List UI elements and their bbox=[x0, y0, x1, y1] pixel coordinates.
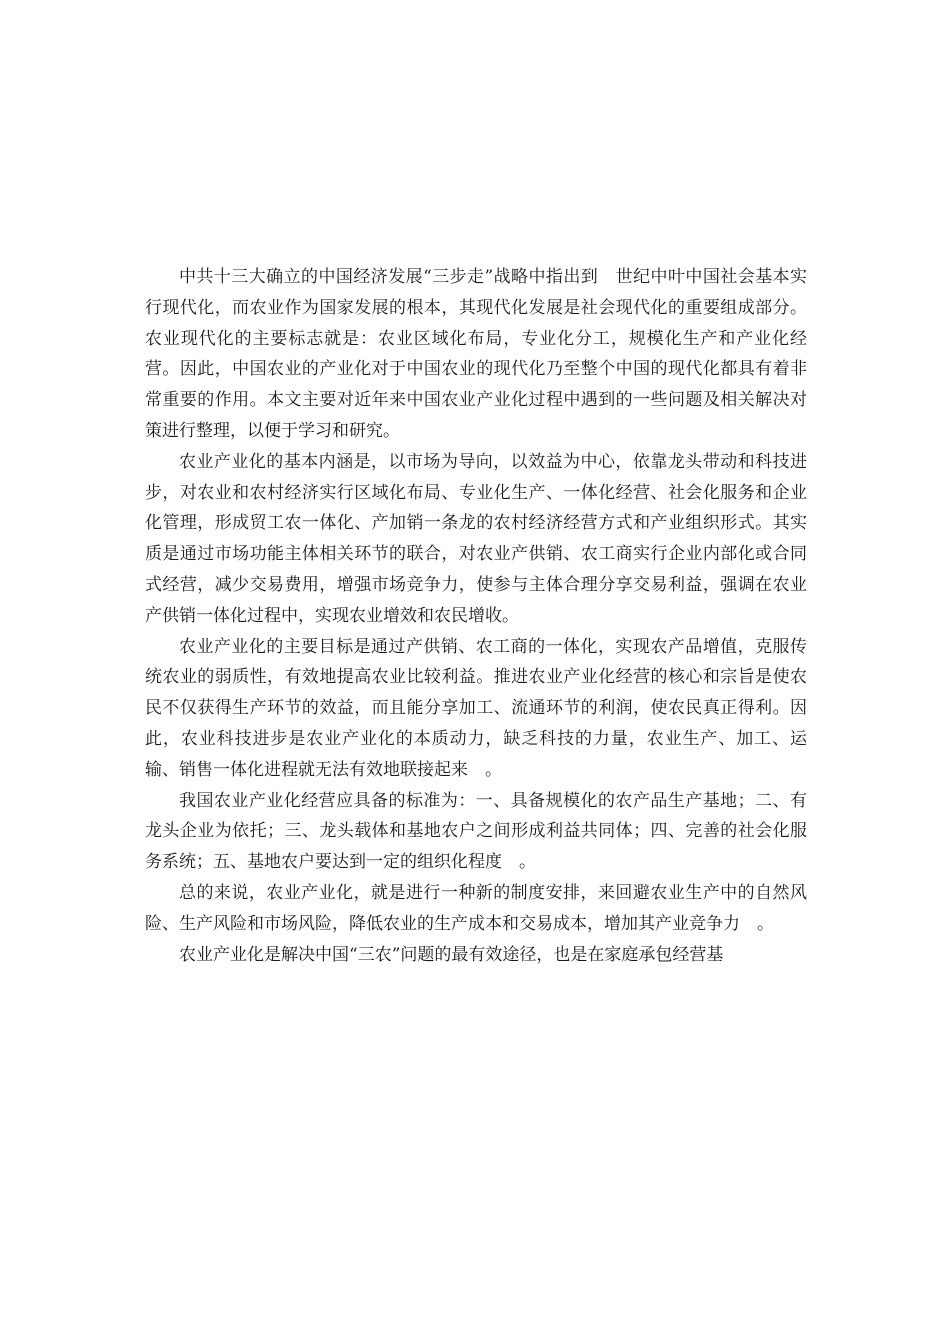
document-body bbox=[145, 262, 807, 970]
section-1-paragraph-2: 农业产业化的主要目标是通过产供销、农工商的一体化，实现农产品增值，克服传统农业的弱质性，有效地提高农业比较利益。推进农业产业化经营的核心和宗旨是使农民不仅获得生产环节的效益，而且能分享加工、流通环节的利润，使农民真正得利。因此，农业科技进步是农业产业化的本质动力，缺乏科技的力量，农业生产、加工、运输、销售一体化进程就无法有效地联接起来 。 bbox=[145, 636, 807, 780]
section-1-paragraph-4: 总的来说，农业产业化，就是进行一种新的制度安排，来回避农业生产中的自然风险、生产风险和市场风险，降低农业的生产成本和交易成本，增加其产业竞争力 。 bbox=[145, 882, 807, 934]
section-1-paragraph-3: 我国农业产业化经营应具备的标准为：一、具备规模化的农产品生产基地；二、有龙头企业为依托；三、龙头载体和基地农户之间形成利益共同体；四、完善的社会化服务系统；五、基地农户要达到一定的组织化程度 。 bbox=[145, 790, 807, 873]
section-1-paragraph-1: 农业产业化的基本内涵是，以市场为导向，以效益为中心，依靠龙头带动和科技进步，对农业和农村经济实行区域化布局、专业化生产、一体化经营、社会化服务和企业化管理，形成贸工农一体化、产加销一条龙的农村经济经营方式和产业组织形式。其实质是通过市场功能主体相关环节的联合，对农业产供销、农工商实行企业内部化或合同式经营，减少交易费用，增强市场竞争力，使参与主体合理分享交易利益，强调在农业产供销一体化过程中，实现农业增效和农民增收。 bbox=[145, 451, 807, 626]
intro-paragraph: 中共十三大确立的中国经济发展“三步走”战略中指出到 世纪中叶中国社会基本实行现代化，而农业作为国家发展的根本，其现代化发展是社会现代化的重要组成部分。农业现代化的主要标志就是：农业区域化布局，专业化分工，规模化生产和产业化经营。因此，中国农业的产业化对于中国农业的现代化乃至整个中国的现代化都具有着非常重要的作用。本文主要对近年来中国农业产业化过程中遇到的一些问题及相关解决对策进行整理，以便于学习和研究。 bbox=[145, 267, 807, 441]
section-2-paragraph-1: 农业产业化是解决中国“三农”问题的最有效途径，也是在家庭承包经营基 bbox=[179, 944, 724, 965]
